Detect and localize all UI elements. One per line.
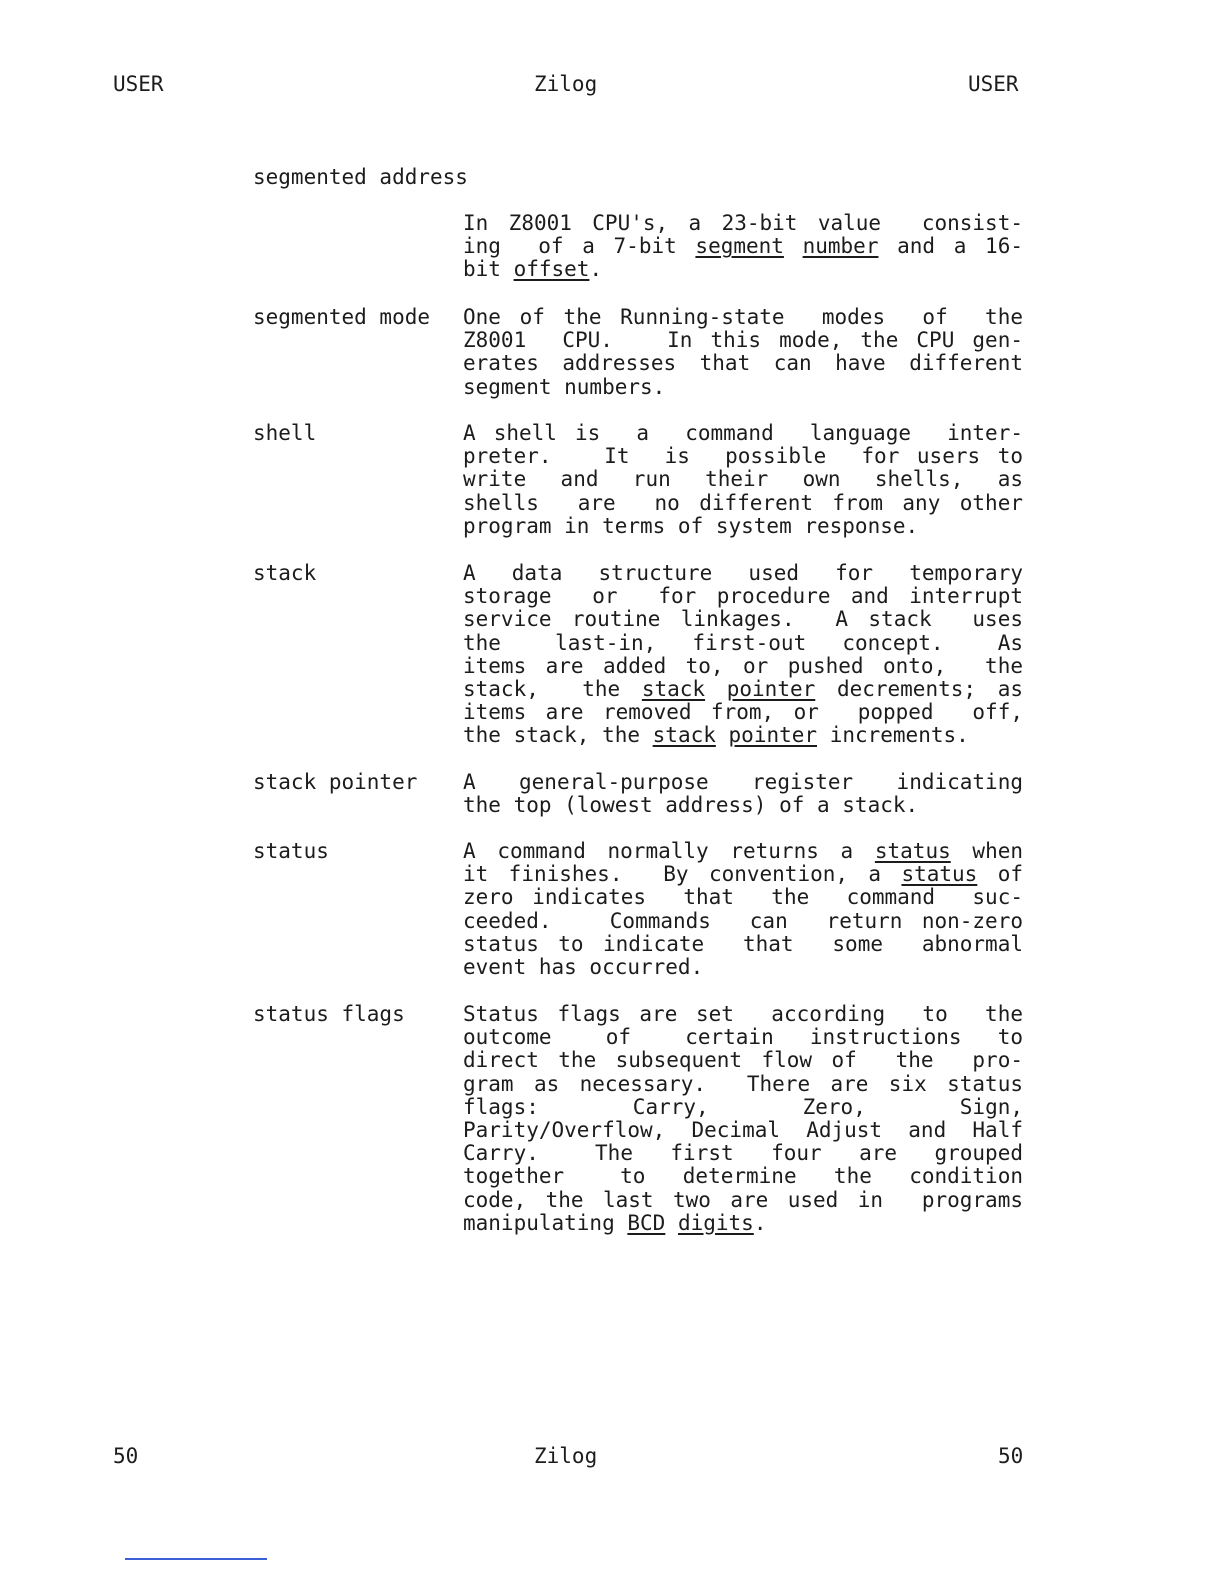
cross-reference-term: BCD: [627, 1210, 666, 1235]
definition-text: A general-purpose register indicating: [463, 770, 1023, 794]
definition-text: decrements; as: [815, 676, 1023, 701]
cross-reference-term: status: [901, 862, 978, 887]
definition-text: shells are no different from any other: [463, 490, 1023, 515]
definition-text: write and run their own shells, as: [463, 467, 1023, 492]
glossary-definition: [463, 562, 1023, 748]
definition-text: [705, 677, 727, 701]
definition-line: [463, 701, 1023, 724]
definition-line: [463, 1096, 1023, 1119]
definition-text: items are added to, or pushed onto, the: [463, 653, 1023, 678]
definition-text: bit: [463, 257, 514, 282]
definition-text: event has occurred.: [463, 954, 704, 979]
cross-reference-term: pointer: [728, 723, 818, 748]
definition-text: [665, 1211, 678, 1235]
definition-line: [463, 771, 1023, 794]
definition-line: [463, 886, 1023, 909]
glossary-term: status: [253, 839, 329, 863]
definition-line: [463, 515, 1023, 538]
footer-title: Zilog: [534, 1444, 598, 1468]
glossary-term: segmented address: [253, 165, 468, 189]
definition-line: [463, 376, 1023, 399]
definition-text: .: [589, 257, 603, 282]
cross-reference-term: segment: [695, 234, 784, 259]
definition-text: Status flags are set according to the: [463, 1002, 1023, 1026]
definition-text: stack, the: [463, 676, 642, 701]
definition-text: when: [950, 839, 1023, 863]
definition-line: [463, 585, 1023, 608]
header-title: Zilog: [534, 72, 598, 96]
definition-line: [463, 1119, 1023, 1142]
definition-line: [463, 306, 1023, 329]
definition-text: ing of a 7-bit: [463, 234, 696, 259]
cross-reference-term: stack: [641, 676, 706, 701]
definition-text: it finishes. By convention, a: [463, 862, 902, 887]
definition-text: increments.: [817, 723, 969, 748]
definition-line: [463, 1165, 1023, 1188]
definition-line: [463, 632, 1023, 655]
definition-line: [463, 1189, 1023, 1212]
definition-text: the stack, the: [463, 723, 653, 748]
definition-line: [463, 1142, 1023, 1165]
glossary-term: stack pointer: [253, 770, 418, 794]
glossary-definition: [463, 771, 1023, 817]
definition-text: [716, 723, 729, 747]
definition-text: ceeded. Commands can return non-zero: [463, 908, 1023, 933]
glossary-definition: [463, 422, 1023, 538]
header-right: USER: [968, 72, 1019, 96]
definition-text: Carry. The first four are grouped: [463, 1141, 1023, 1166]
definition-line: [463, 445, 1023, 468]
definition-line: [463, 608, 1023, 631]
cross-reference-term: pointer: [726, 676, 816, 701]
definition-text: and a 16-: [878, 234, 1023, 259]
definition-text: the top (lowest address) of a stack.: [463, 793, 919, 818]
definition-text: zero indicates that the command suc-: [463, 885, 1023, 910]
glossary-definition: [463, 212, 1023, 282]
definition-line: [463, 933, 1023, 956]
definition-text: A command normally returns a: [463, 839, 875, 863]
definition-text: the last-in, first-out concept. As: [463, 630, 1023, 655]
definition-text: of: [977, 862, 1023, 887]
definition-text: [784, 234, 803, 258]
definition-line: [463, 562, 1023, 585]
definition-line: [463, 956, 1023, 979]
definition-line: [463, 1026, 1023, 1049]
definition-text: code, the last two are used in programs: [463, 1187, 1023, 1212]
definition-line: [463, 1049, 1023, 1072]
definition-text: status to indicate that some abnormal: [463, 931, 1023, 956]
definition-line: [463, 468, 1023, 491]
cross-reference-term: stack: [652, 723, 716, 748]
cross-reference-term: number: [802, 234, 879, 259]
glossary-definition: [463, 840, 1023, 979]
definition-text: flags: Carry, Zero, Sign,: [463, 1094, 1023, 1119]
definition-line: [463, 329, 1023, 352]
definition-line: [463, 235, 1023, 258]
definition-line: [463, 1073, 1023, 1096]
definition-line: [463, 678, 1023, 701]
page-number-right: 50: [998, 1444, 1024, 1468]
glossary-term: status flags: [253, 1002, 405, 1026]
definition-text: A shell is a command language inter-: [463, 421, 1023, 445]
definition-text: segment numbers.: [463, 374, 666, 399]
definition-text: outcome of certain instructions to: [463, 1025, 1023, 1050]
definition-text: erates addresses that can have different: [463, 351, 1023, 376]
definition-line: [463, 492, 1023, 515]
definition-text: Parity/Overflow, Decimal Adjust and Half: [463, 1117, 1023, 1142]
definition-text: .: [753, 1210, 767, 1235]
definition-text: program in terms of system response.: [463, 513, 919, 538]
definition-line: [463, 352, 1023, 375]
page-number-left: 50: [113, 1444, 139, 1468]
glossary-term: shell: [253, 421, 317, 445]
definition-text: gram as necessary. There are six status: [463, 1071, 1023, 1096]
scan-artifact-line: [125, 1558, 267, 1560]
cross-reference-term: offset: [513, 257, 590, 282]
cross-reference-term: status: [874, 839, 951, 863]
definition-text: preter. It is possible for users to: [463, 444, 1023, 469]
definition-text: A data structure used for temporary: [463, 561, 1023, 585]
definition-line: [463, 212, 1023, 235]
definition-text: storage or for procedure and interrupt: [463, 584, 1023, 609]
definition-line: [463, 910, 1023, 933]
cross-reference-term: digits: [677, 1210, 754, 1235]
definition-line: [463, 258, 1023, 281]
definition-line: [463, 840, 1023, 863]
definition-line: [463, 1003, 1023, 1026]
definition-text: items are removed from, or popped off,: [463, 700, 1023, 725]
glossary-definition: [463, 1003, 1023, 1235]
definition-line: [463, 794, 1023, 817]
definition-text: together to determine the condition: [463, 1164, 1023, 1189]
definition-line: [463, 863, 1023, 886]
glossary-term: segmented mode: [253, 305, 431, 329]
definition-line: [463, 1212, 1023, 1235]
definition-line: [463, 655, 1023, 678]
glossary-definition: [463, 306, 1023, 399]
definition-line: [463, 724, 1023, 747]
definition-text: manipulating: [463, 1210, 628, 1235]
glossary-term: stack: [253, 561, 317, 585]
definition-text: service routine linkages. A stack uses: [463, 607, 1023, 632]
definition-text: One of the Running-state modes of the: [463, 305, 1023, 329]
definition-text: direct the subsequent flow of the pro-: [463, 1048, 1023, 1073]
header-left: USER: [113, 72, 164, 96]
definition-line: [463, 422, 1023, 445]
definition-text: Z8001 CPU. In this mode, the CPU gen-: [463, 328, 1023, 353]
definition-text: In Z8001 CPU's, a 23-bit value consist-: [463, 211, 1023, 235]
